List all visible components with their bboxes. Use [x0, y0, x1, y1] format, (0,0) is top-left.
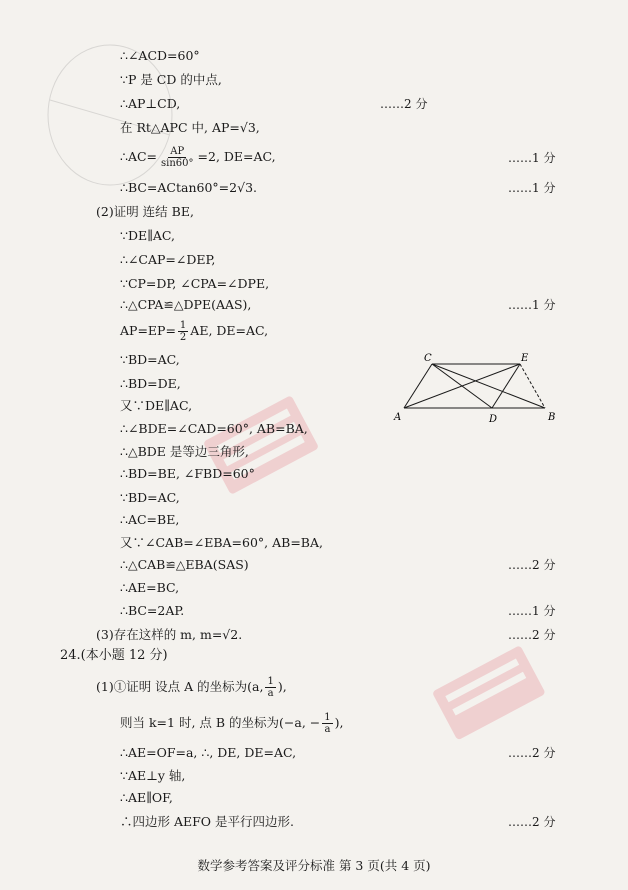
- line-19: ∵BD=AC,: [120, 490, 180, 505]
- line-1: ∴∠ACD=60°: [120, 48, 200, 63]
- fraction-one-half: $\frac{1}{2}$: [179, 320, 187, 343]
- line-3: ∴AP⊥CD,: [120, 96, 181, 111]
- line-18: ∴BD=BE, ∠FBD=60°: [120, 466, 255, 481]
- score-1: ……2 分: [380, 97, 428, 111]
- line-17: ∴△BDE 是等边三角形,: [120, 444, 249, 459]
- segment-ac: [404, 364, 432, 408]
- line-8: ∵DE∥AC,: [120, 228, 175, 243]
- line-9: ∴∠CAP=∠DEP,: [120, 252, 216, 267]
- score-8: ……2 分: [508, 746, 556, 760]
- label-e: E: [521, 353, 529, 364]
- line-5: ∴AC= $\frac{AP}{\sin 60^\circ}$ =2, DE=AC,: [120, 146, 276, 169]
- label-c: C: [424, 353, 432, 364]
- segment-de: [492, 364, 520, 408]
- line-13: ∵BD=AC,: [120, 352, 180, 367]
- line-24: ∴BC=2AP.: [120, 603, 185, 618]
- line-15: 又∵DE∥AC,: [120, 398, 193, 413]
- label-d: D: [489, 414, 498, 425]
- question-24-heading: 24.(本小题 12 分): [60, 648, 168, 663]
- label-a: A: [394, 412, 402, 423]
- fraction-1-over-a: $\frac{1}{a}$: [267, 676, 274, 699]
- line-31: ∴AE∥OF,: [120, 790, 173, 805]
- line-30: ∵AE⊥y 轴,: [120, 768, 186, 783]
- line-29: ∴AE=OF=a, ∴, DE, DE=AC,: [120, 745, 297, 760]
- line-32: ∴四边形 AEFO 是平行四边形.: [120, 814, 294, 829]
- line-21: 又∵∠CAB=∠EBA=60°, AB=BA,: [120, 535, 323, 550]
- line-27: (1)①证明 设点 A 的坐标为(a, $\frac{1}{a}$ ),: [96, 676, 287, 699]
- score-3: ……1 分: [508, 181, 556, 195]
- watermark-stamp-2: [430, 640, 550, 750]
- score-5: ……2 分: [508, 558, 556, 572]
- fraction-minus-1-over-a: $\frac{1}{a}$: [324, 712, 331, 735]
- segment-cb: [432, 364, 545, 408]
- line-25: (3)存在这样的 m, m=√2.: [96, 627, 243, 642]
- segment-eb: [520, 364, 545, 408]
- score-2: ……1 分: [508, 151, 556, 165]
- segment-ae: [404, 364, 520, 408]
- score-4: ……1 分: [508, 298, 556, 312]
- line-16: ∴∠BDE=∠CAD=60°, AB=BA,: [120, 421, 308, 436]
- fraction-ap-sin60: $\frac{AP}{\sin 60^\circ}$: [161, 146, 194, 169]
- line-6: ∴BC=ACtan60°=2√3.: [120, 180, 257, 195]
- page-footer: 数学参考答案及评分标准 第 3 页(共 4 页): [197, 858, 431, 873]
- line-4: 在 Rt△APC 中, AP=√3,: [120, 120, 260, 135]
- line-12: AP=EP= $\frac{1}{2}$ AE, DE=AC,: [120, 320, 269, 343]
- score-6: ……1 分: [508, 604, 556, 618]
- line-2: ∵P 是 CD 的中点,: [120, 72, 222, 87]
- score-7: ……2 分: [508, 628, 556, 642]
- line-11: ∴△CPA≌△DPE(AAS),: [120, 297, 252, 312]
- line-28: 则当 k=1 时, 点 B 的坐标为(−a, − $\frac{1}{a}$ ),: [120, 712, 344, 735]
- line-10: ∵CP=DP, ∠CPA=∠DPE,: [120, 276, 270, 291]
- line-23: ∴AE=BC,: [120, 580, 180, 595]
- line-7: (2)证明 连结 BE,: [96, 204, 194, 219]
- line-20: ∴AC=BE,: [120, 512, 180, 527]
- label-b: B: [548, 412, 556, 423]
- geometry-figure: [392, 350, 567, 428]
- score-9: ……2 分: [508, 815, 556, 829]
- line-22: ∴△CAB≌△EBA(SAS): [120, 557, 249, 572]
- line-14: ∴BD=DE,: [120, 376, 181, 391]
